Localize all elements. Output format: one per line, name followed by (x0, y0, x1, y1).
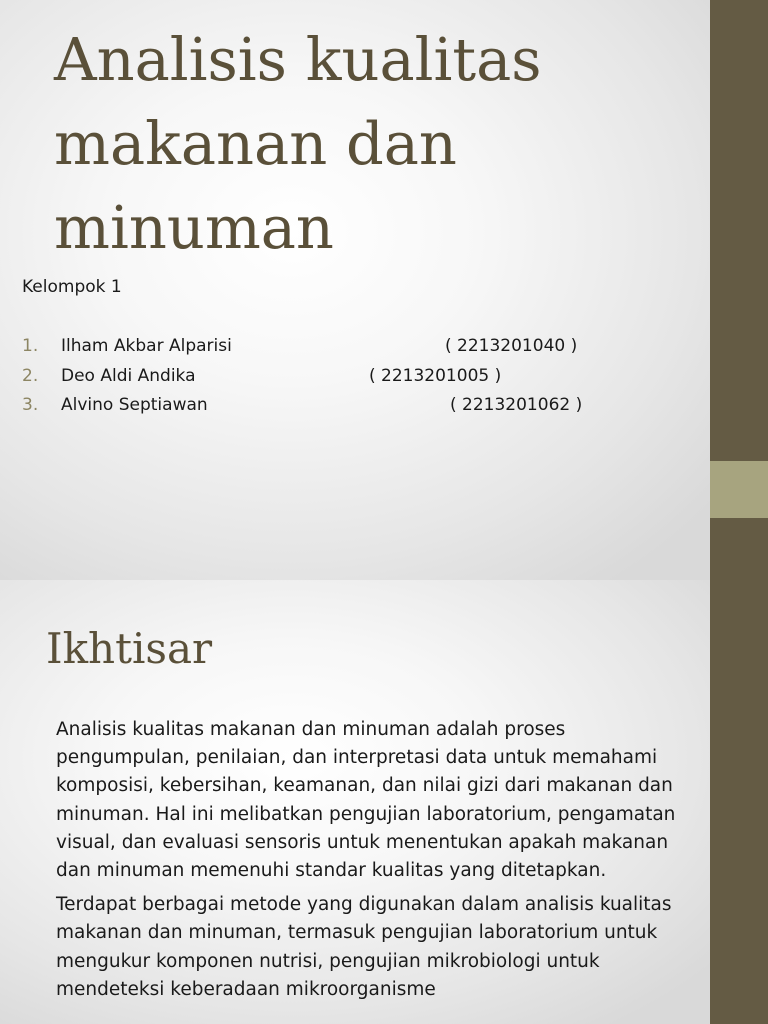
accent-bar (710, 580, 768, 1024)
member-id: ( 2213201040 ) (445, 336, 578, 356)
list-item (22, 366, 702, 396)
paragraph: Terdapat berbagai metode yang digunakan dalam analisis kualitas makanan dan minuman, termasuk pengujian laboratorium untuk mengukur komponen nutrisi, pengujian mikrobiologi untuk mendeteksi keberadaan mikroorganisme (56, 894, 672, 1000)
member-name: Ilham Akbar Alparisi (61, 336, 232, 356)
body-text (56, 716, 681, 1010)
member-id: ( 2213201005 ) (369, 365, 502, 386)
member-list (22, 336, 702, 425)
member-name: Alvino Septiawan (61, 395, 208, 415)
list-number: 3. (22, 395, 39, 415)
paragraph: Analisis kualitas makanan dan minuman adalah proses pengumpulan, penilaian, dan interpretasi data untuk memahami komposisi, kebersihan, keamanan, dan nilai gizi dari makanan dan minuman. Hal ini melibatkan pengujian laboratorium, pengamatan visual, dan evaluasi sensoris untuk menentukan apakah makanan dan minuman memenuhi standar kualitas yang ditetapkan. (56, 719, 676, 882)
section-heading: Ikhtisar (46, 624, 213, 673)
list-number: 2. (22, 365, 39, 386)
slide-title-heading: Analisis kualitas makanan dan minuman (54, 25, 542, 262)
list-number: 1. (22, 336, 39, 356)
group-label: Kelompok 1 (22, 277, 122, 297)
list-item (22, 395, 702, 425)
member-id: ( 2213201062 ) (450, 395, 583, 415)
accent-block (710, 461, 768, 518)
slide-overview (0, 580, 768, 1024)
member-name: Deo Aldi Andika (61, 365, 196, 386)
list-item (22, 336, 702, 366)
